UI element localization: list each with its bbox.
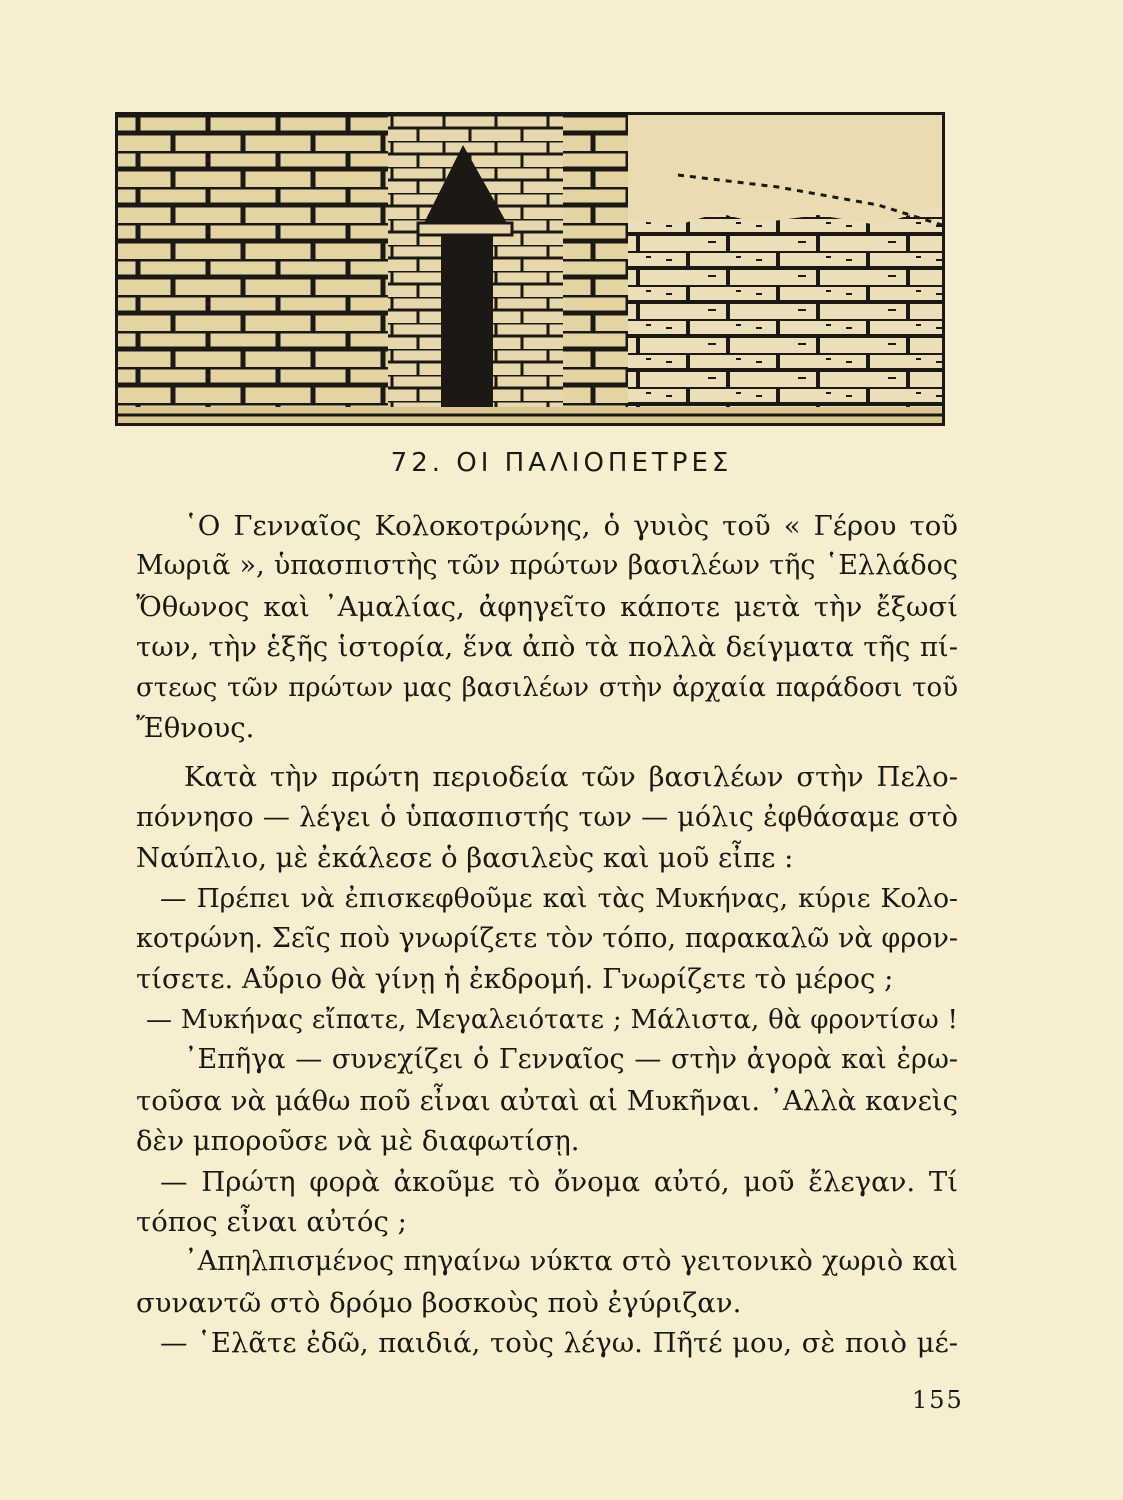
chapter-title: 72. ΟΙ ΠΑΛΙΟΠΕΤΡΕΣ — [390, 448, 733, 478]
text-line: — ῾Ελᾶτε ἐδῶ, παιδιά, τοὺς λέγω. Πῆτέ μου, σὲ ποιὸ μέ- — [160, 1327, 958, 1360]
paragraph — [136, 506, 958, 748]
text-line: στεως τῶν πρώτων μας βασιλέων στὴν ἀρχαία παράδοσι τοῦ — [136, 672, 958, 703]
paragraph — [136, 1000, 958, 1040]
paragraph — [136, 1162, 958, 1243]
illustration-drawing — [118, 115, 942, 423]
text-line: Κατὰ τὴν πρώτη περιοδεία τῶν βασιλέων στὴν Πελο- — [184, 761, 958, 794]
text-line: — Μυκήνας εἴπατε, Μεγαλειότατε ; Μάλιστα, θὰ φροντίσω ! — [146, 1004, 958, 1035]
text-line: πόννησο — λέγει ὁ ὑπασπιστής των — μόλις ἐφθάσαμε στὸ — [136, 801, 958, 833]
text-line: τοῦσα νὰ μάθω ποῦ εἶναι αὐταὶ αἱ Μυκῆναι. ᾿Αλλὰ κανεὶς — [136, 1084, 958, 1117]
paragraph — [136, 1323, 958, 1363]
text-line: — Πρώτη φορὰ ἀκοῦμε τὸ ὄνομα αὐτό, μοῦ ἔλεγαν. Τί — [160, 1165, 958, 1198]
text-line: τίσετε. Αὔριο θὰ γίνῃ ἡ ἐκδρομή. Γνωρίζετε τὸ μέρος ; — [136, 963, 894, 996]
text-line: Ἔθνους. — [136, 712, 255, 745]
body-text — [136, 506, 958, 1364]
text-line: συναντῶ στὸ δρόμο βοσκοὺς ποὺ ἐγύριζαν. — [136, 1286, 742, 1319]
paragraph — [136, 1040, 958, 1161]
paragraph — [136, 1242, 958, 1323]
lions-gate-tomb-entrance-illustration — [115, 112, 945, 426]
text-line: κοτρώνη. Σεῖς ποὺ γνωρίζετε τὸν τόπο, παρακαλῶ νὰ φρον- — [136, 923, 958, 955]
text-line: δὲν μποροῦσε νὰ μὲ διαφωτίσῃ. — [136, 1125, 580, 1158]
text-line: ῾Ο Γενναῖος Κολοκοτρώνης, ὁ γυιὸς τοῦ « Γέρου τοῦ — [184, 510, 958, 542]
paragraph — [136, 757, 958, 878]
text-line: Μωριᾶ », ὑπασπιστὴς τῶν πρώτων βασιλέων τῆς ῾Ελλάδος — [136, 550, 958, 582]
text-line: — Πρέπει νὰ ἐπισκεφθοῦμε καὶ τὰς Μυκήνας, κύριε Κολο- — [160, 882, 958, 914]
paragraph — [136, 879, 958, 1000]
text-line: τόπος εἶναι αὐτός ; — [136, 1205, 407, 1238]
text-line: ᾿Επῆγα — συνεχίζει ὁ Γενναῖος — στὴν ἀγορὰ καὶ ἐρω- — [184, 1044, 958, 1076]
text-line: Ναύπλιο, μὲ ἐκάλεσε ὁ βασιλεὺς καὶ μοῦ εἶπε : — [136, 842, 794, 875]
text-line: Ὄθωνος καὶ ᾿Αμαλίας, ἀφηγεῖτο κάποτε μετὰ τὴν ἔξωσί — [136, 590, 958, 623]
text-line: των, τὴν ἑξῆς ἱστορία, ἕνα ἀπὸ τὰ πολλὰ δείγματα τῆς πί- — [136, 631, 958, 664]
text-line: ᾿Απηλπισμένος πηγαίνω νύκτα στὸ γειτονικὸ χωριὸ καὶ — [184, 1246, 958, 1278]
page-number: 155 — [912, 1386, 964, 1414]
